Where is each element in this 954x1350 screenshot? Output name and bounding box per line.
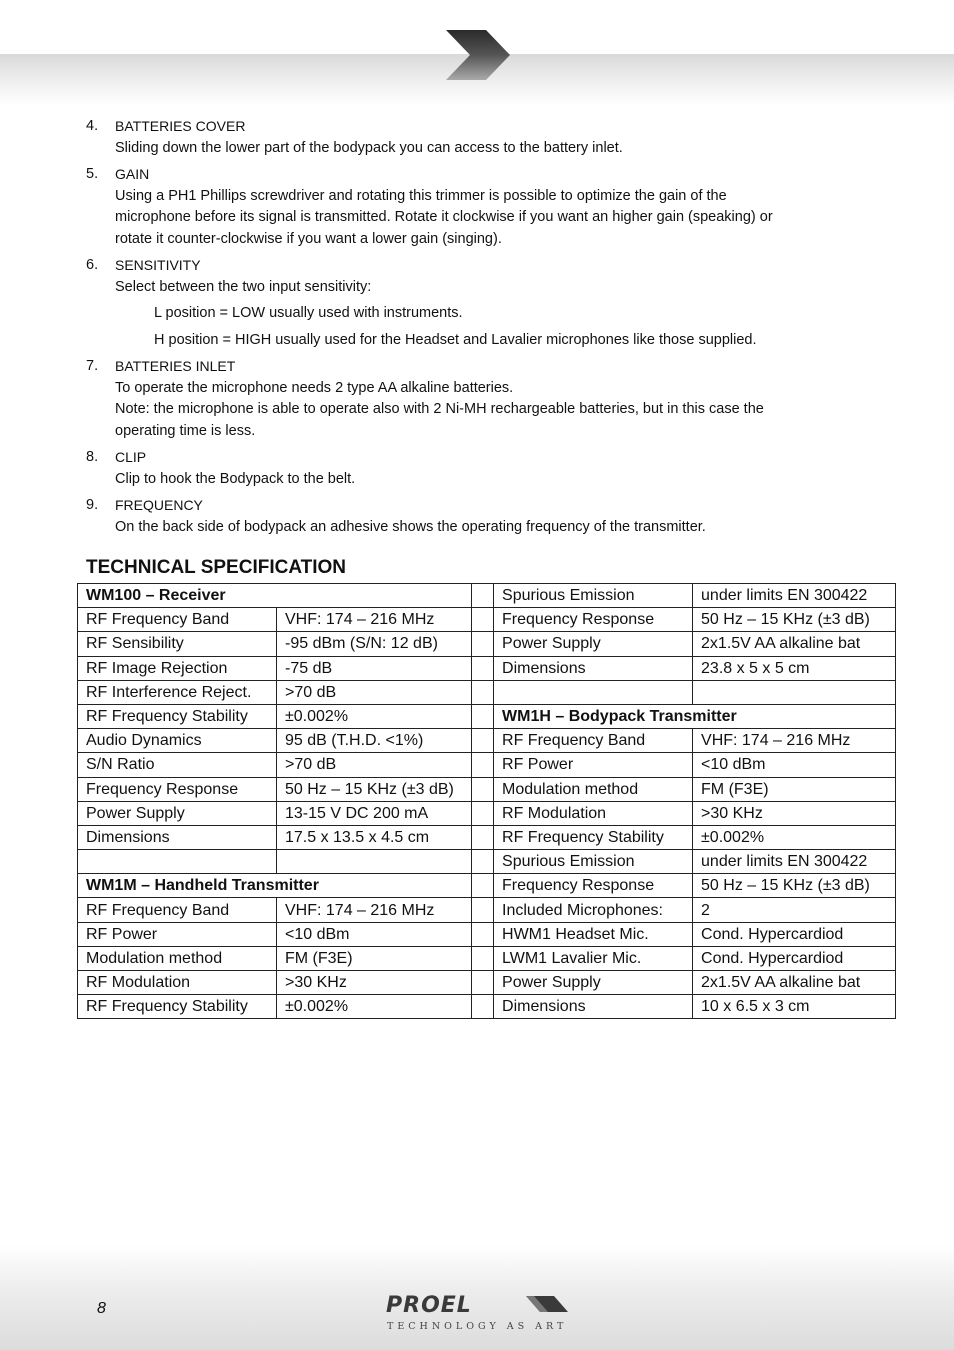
list-item [86,116,886,159]
table-row [78,850,896,874]
spec-value: FM (F3E) [277,946,472,970]
spec-label: S/N Ratio [78,753,277,777]
spacer-cell [472,850,494,874]
spec-value: 95 dB (T.H.D. <1%) [277,729,472,753]
spec-value: Cond. Hypercardiod [693,946,896,970]
spacer-cell [472,971,494,995]
spec-value: ±0.002% [693,825,896,849]
item-number: 6. [86,257,99,273]
spec-label: RF Interference Reject. [78,680,277,704]
spacer-cell [472,680,494,704]
spec-value: >30 KHz [693,801,896,825]
spec-value: 50 Hz – 15 KHz (±3 dB) [693,874,896,898]
spacer-cell [472,753,494,777]
spacer-cell [472,825,494,849]
logo-wordmark: PROEL [386,1293,472,1318]
list-item [86,164,886,250]
spec-label: Frequency Response [494,874,693,898]
table-row [78,801,896,825]
item-description: Clip to hook the Bodypack to the belt. [115,470,356,487]
spec-value: -95 dBm (S/N: 12 dB) [277,632,472,656]
spec-label: HWM1 Headset Mic. [494,922,693,946]
spec-value: <10 dBm [277,922,472,946]
table-row [78,680,896,704]
spec-value: 10 x 6.5 x 3 cm [693,995,896,1019]
item-subline: L position = LOW usually used with instruments. [154,305,463,321]
item-description: operating time is less. [115,422,256,439]
list-item [86,447,886,490]
spec-table [77,583,896,1019]
item-heading: BATTERIES INLET [115,358,236,374]
spec-value: >30 KHz [277,971,472,995]
section-title: TECHNICAL SPECIFICATION [86,557,347,578]
spec-label: Dimensions [494,995,693,1019]
table-row [78,922,896,946]
spec-value: -75 dB [277,656,472,680]
table-row [78,729,896,753]
spacer-cell [472,584,494,608]
spacer-cell [472,946,494,970]
spec-label: RF Image Rejection [78,656,277,680]
spec-value: FM (F3E) [693,777,896,801]
spec-value: 50 Hz – 15 KHz (±3 dB) [693,608,896,632]
spec-value: under limits EN 300422 [693,584,896,608]
table-row [78,704,896,728]
spec-value: Cond. Hypercardiod [693,922,896,946]
spec-value: 17.5 x 13.5 x 4.5 cm [277,825,472,849]
spec-group-header: WM1H – Bodypack Transmitter [494,704,896,728]
item-heading: SENSITIVITY [115,257,201,273]
spec-group-header: WM1M – Handheld Transmitter [78,874,472,898]
spec-label: LWM1 Lavalier Mic. [494,946,693,970]
spec-label: Dimensions [494,656,693,680]
spec-label: RF Frequency Band [78,608,277,632]
table-row [78,608,896,632]
spacer-cell [472,874,494,898]
spec-label: Frequency Response [494,608,693,632]
spec-label [78,850,277,874]
spec-value: 2 [693,898,896,922]
spec-label: RF Power [494,753,693,777]
spec-value: 2x1.5V AA alkaline bat [693,632,896,656]
spec-value: under limits EN 300422 [693,850,896,874]
item-number: 5. [86,166,99,182]
table-row [78,753,896,777]
spec-label: RF Modulation [78,971,277,995]
list-item [86,356,886,442]
spec-group-header: WM100 – Receiver [78,584,472,608]
spec-value [277,850,472,874]
numbered-description-list [86,116,886,543]
spacer-cell [472,922,494,946]
item-description: rotate it counter-clockwise if you want a lower gain (singing). [115,230,502,247]
spacer-cell [472,608,494,632]
spec-value: VHF: 174 – 216 MHz [277,608,472,632]
item-description: On the back side of bodypack an adhesive shows the operating frequency of the transmitter. [115,518,706,535]
spec-label: RF Power [78,922,277,946]
item-number: 9. [86,497,99,513]
logo-tagline: TECHNOLOGY AS ART [387,1321,568,1332]
spec-value: VHF: 174 – 216 MHz [277,898,472,922]
list-item [86,495,886,538]
spec-label: Modulation method [494,777,693,801]
spec-label: Frequency Response [78,777,277,801]
item-description: Sliding down the lower part of the bodypack you can access to the battery inlet. [115,139,623,156]
table-row [78,656,896,680]
spec-value: <10 dBm [693,753,896,777]
spec-value: >70 dB [277,753,472,777]
item-number: 4. [86,118,99,134]
spacer-cell [472,704,494,728]
table-row [78,825,896,849]
spacer-cell [472,777,494,801]
spec-label: Dimensions [78,825,277,849]
spec-label: RF Frequency Stability [494,825,693,849]
spec-label: Modulation method [78,946,277,970]
spacer-cell [472,656,494,680]
item-description: Select between the two input sensitivity: [115,278,372,295]
item-heading: BATTERIES COVER [115,118,246,134]
spec-label: Spurious Emission [494,584,693,608]
item-heading: CLIP [115,449,147,465]
item-description: Using a PH1 Phillips screwdriver and rotating this trimmer is possible to optimize the gain of the [115,187,727,204]
spec-value: 50 Hz – 15 KHz (±3 dB) [277,777,472,801]
spec-label: RF Sensibility [78,632,277,656]
chevron-arrow-icon [444,28,512,82]
item-subline: H position = HIGH usually used for the Headset and Lavalier microphones like those supplied. [154,331,757,348]
spec-value: VHF: 174 – 216 MHz [693,729,896,753]
spec-label [494,680,693,704]
spec-value: 23.8 x 5 x 5 cm [693,656,896,680]
spacer-cell [472,729,494,753]
table-row [78,632,896,656]
item-number: 7. [86,358,99,374]
proel-logo [386,1292,572,1334]
spec-label: RF Modulation [494,801,693,825]
spec-label: RF Frequency Stability [78,995,277,1019]
spec-value: 2x1.5V AA alkaline bat [693,971,896,995]
spec-label: Audio Dynamics [78,729,277,753]
spec-label: RF Frequency Band [494,729,693,753]
table-row [78,584,896,608]
item-description: microphone before its signal is transmitted. Rotate it clockwise if you want an higher gain (speaking) or [115,209,773,225]
item-description: To operate the microphone needs 2 type AA alkaline batteries. [115,379,514,396]
table-row [78,995,896,1019]
spec-label: Power Supply [494,632,693,656]
spacer-cell [472,632,494,656]
item-heading: FREQUENCY [115,497,203,513]
table-row [78,898,896,922]
table-row [78,777,896,801]
page-number: 8 [97,1300,106,1317]
table-row [78,946,896,970]
item-heading: GAIN [115,166,150,182]
list-item [86,255,886,351]
spec-value: 13-15 V DC 200 mA [277,801,472,825]
spacer-cell [472,801,494,825]
item-description: Note: the microphone is able to operate also with 2 Ni-MH rechargeable batteries, but in this case the [115,401,764,417]
spec-label: Included Microphones: [494,898,693,922]
spacer-cell [472,995,494,1019]
spec-value [693,680,896,704]
spec-value: >70 dB [277,680,472,704]
item-number: 8. [86,449,99,465]
spec-value: ±0.002% [277,704,472,728]
spacer-cell [472,898,494,922]
table-row [78,874,896,898]
table-row [78,971,896,995]
spec-label: RF Frequency Stability [78,704,277,728]
spec-value: ±0.002% [277,995,472,1019]
spec-label: Spurious Emission [494,850,693,874]
spec-label: Power Supply [494,971,693,995]
spec-label: RF Frequency Band [78,898,277,922]
spec-label: Power Supply [78,801,277,825]
